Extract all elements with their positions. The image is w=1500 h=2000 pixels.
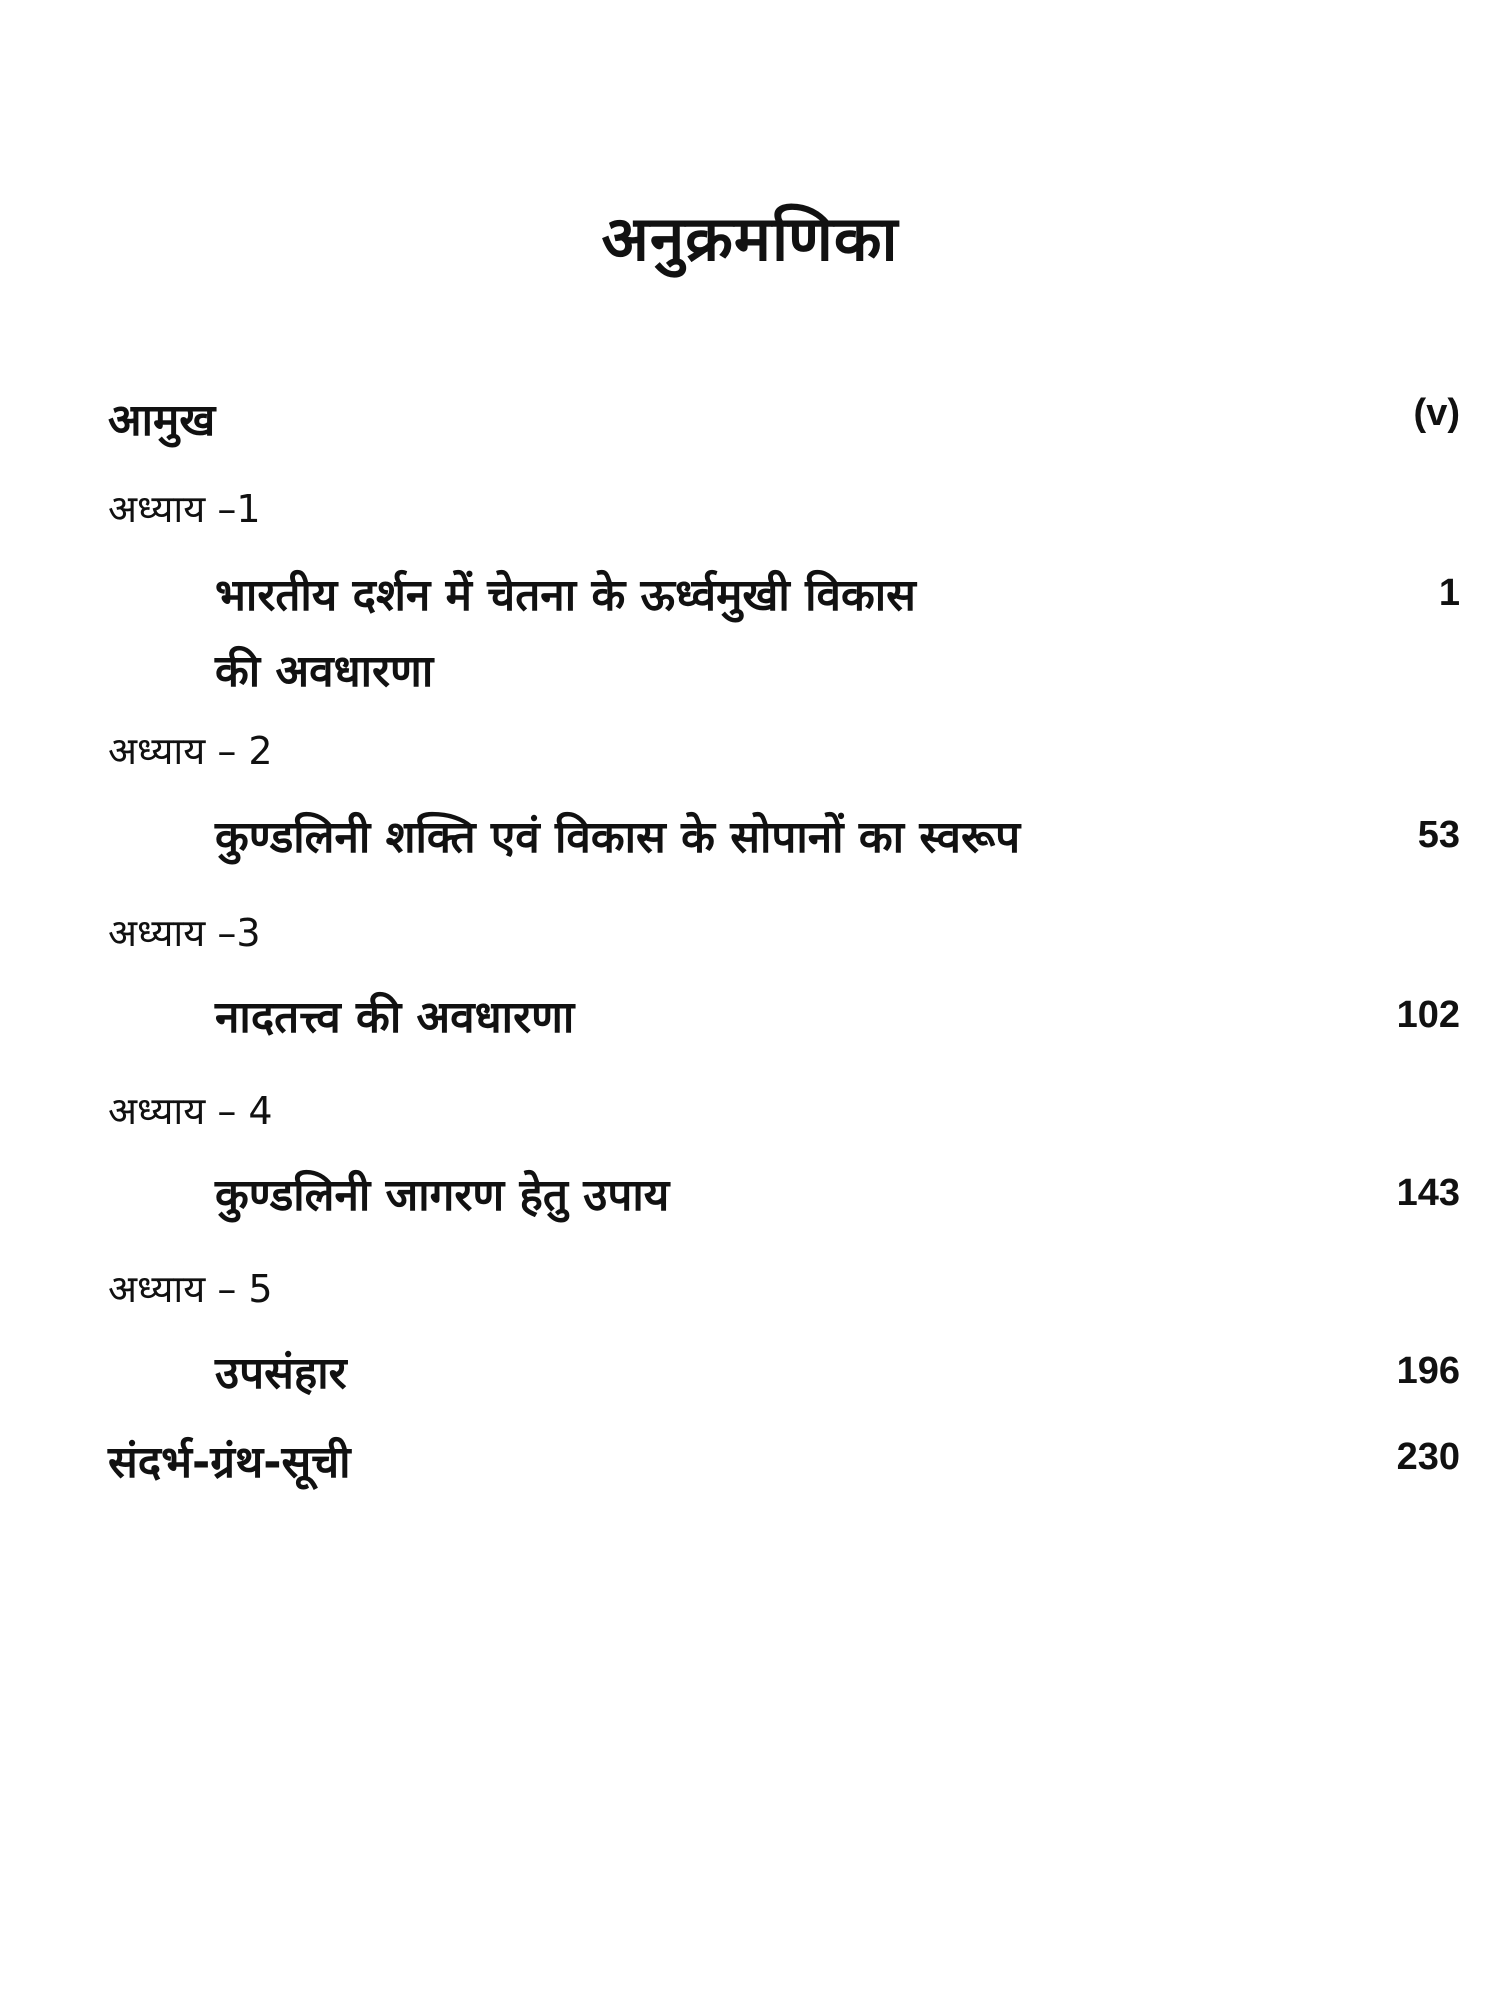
chapter-1-page: 1 bbox=[1438, 572, 1460, 614]
chapter-2-title: कुण्डलिनी शक्ति एवं विकास के सोपानों का स्वरूप bbox=[215, 812, 1021, 863]
chapter-4-title: कुण्डलिनी जागरण हेतु उपाय bbox=[215, 1170, 670, 1221]
chapter-5-page: 196 bbox=[1396, 1350, 1460, 1392]
chapter-1-title-line-1: भारतीय दर्शन में चेतना के ऊर्ध्वमुखी विकास bbox=[215, 570, 916, 621]
chapter-3-page: 102 bbox=[1396, 994, 1460, 1036]
chapter-4-page: 143 bbox=[1396, 1172, 1460, 1214]
chapter-1-heading: अध्याय –1 bbox=[108, 487, 261, 531]
bibliography-label: संदर्भ-ग्रंथ-सूची bbox=[108, 1437, 351, 1488]
chapter-2-heading: अध्याय – 2 bbox=[108, 729, 273, 773]
page-title: अनुक्रमणिका bbox=[601, 202, 899, 275]
chapter-5-title: उपसंहार bbox=[215, 1348, 347, 1399]
bibliography-page: 230 bbox=[1396, 1436, 1460, 1478]
chapter-4-heading: अध्याय – 4 bbox=[108, 1089, 273, 1133]
preface-label: आमुख bbox=[108, 395, 216, 446]
preface-page: (v) bbox=[1413, 392, 1460, 434]
chapter-3-heading: अध्याय –3 bbox=[108, 911, 261, 955]
chapter-1-title-line-2: की अवधारणा bbox=[215, 646, 434, 697]
chapter-3-title: नादतत्त्व की अवधारणा bbox=[215, 992, 575, 1043]
chapter-2-page: 53 bbox=[1417, 814, 1460, 856]
chapter-5-heading: अध्याय – 5 bbox=[108, 1267, 273, 1311]
